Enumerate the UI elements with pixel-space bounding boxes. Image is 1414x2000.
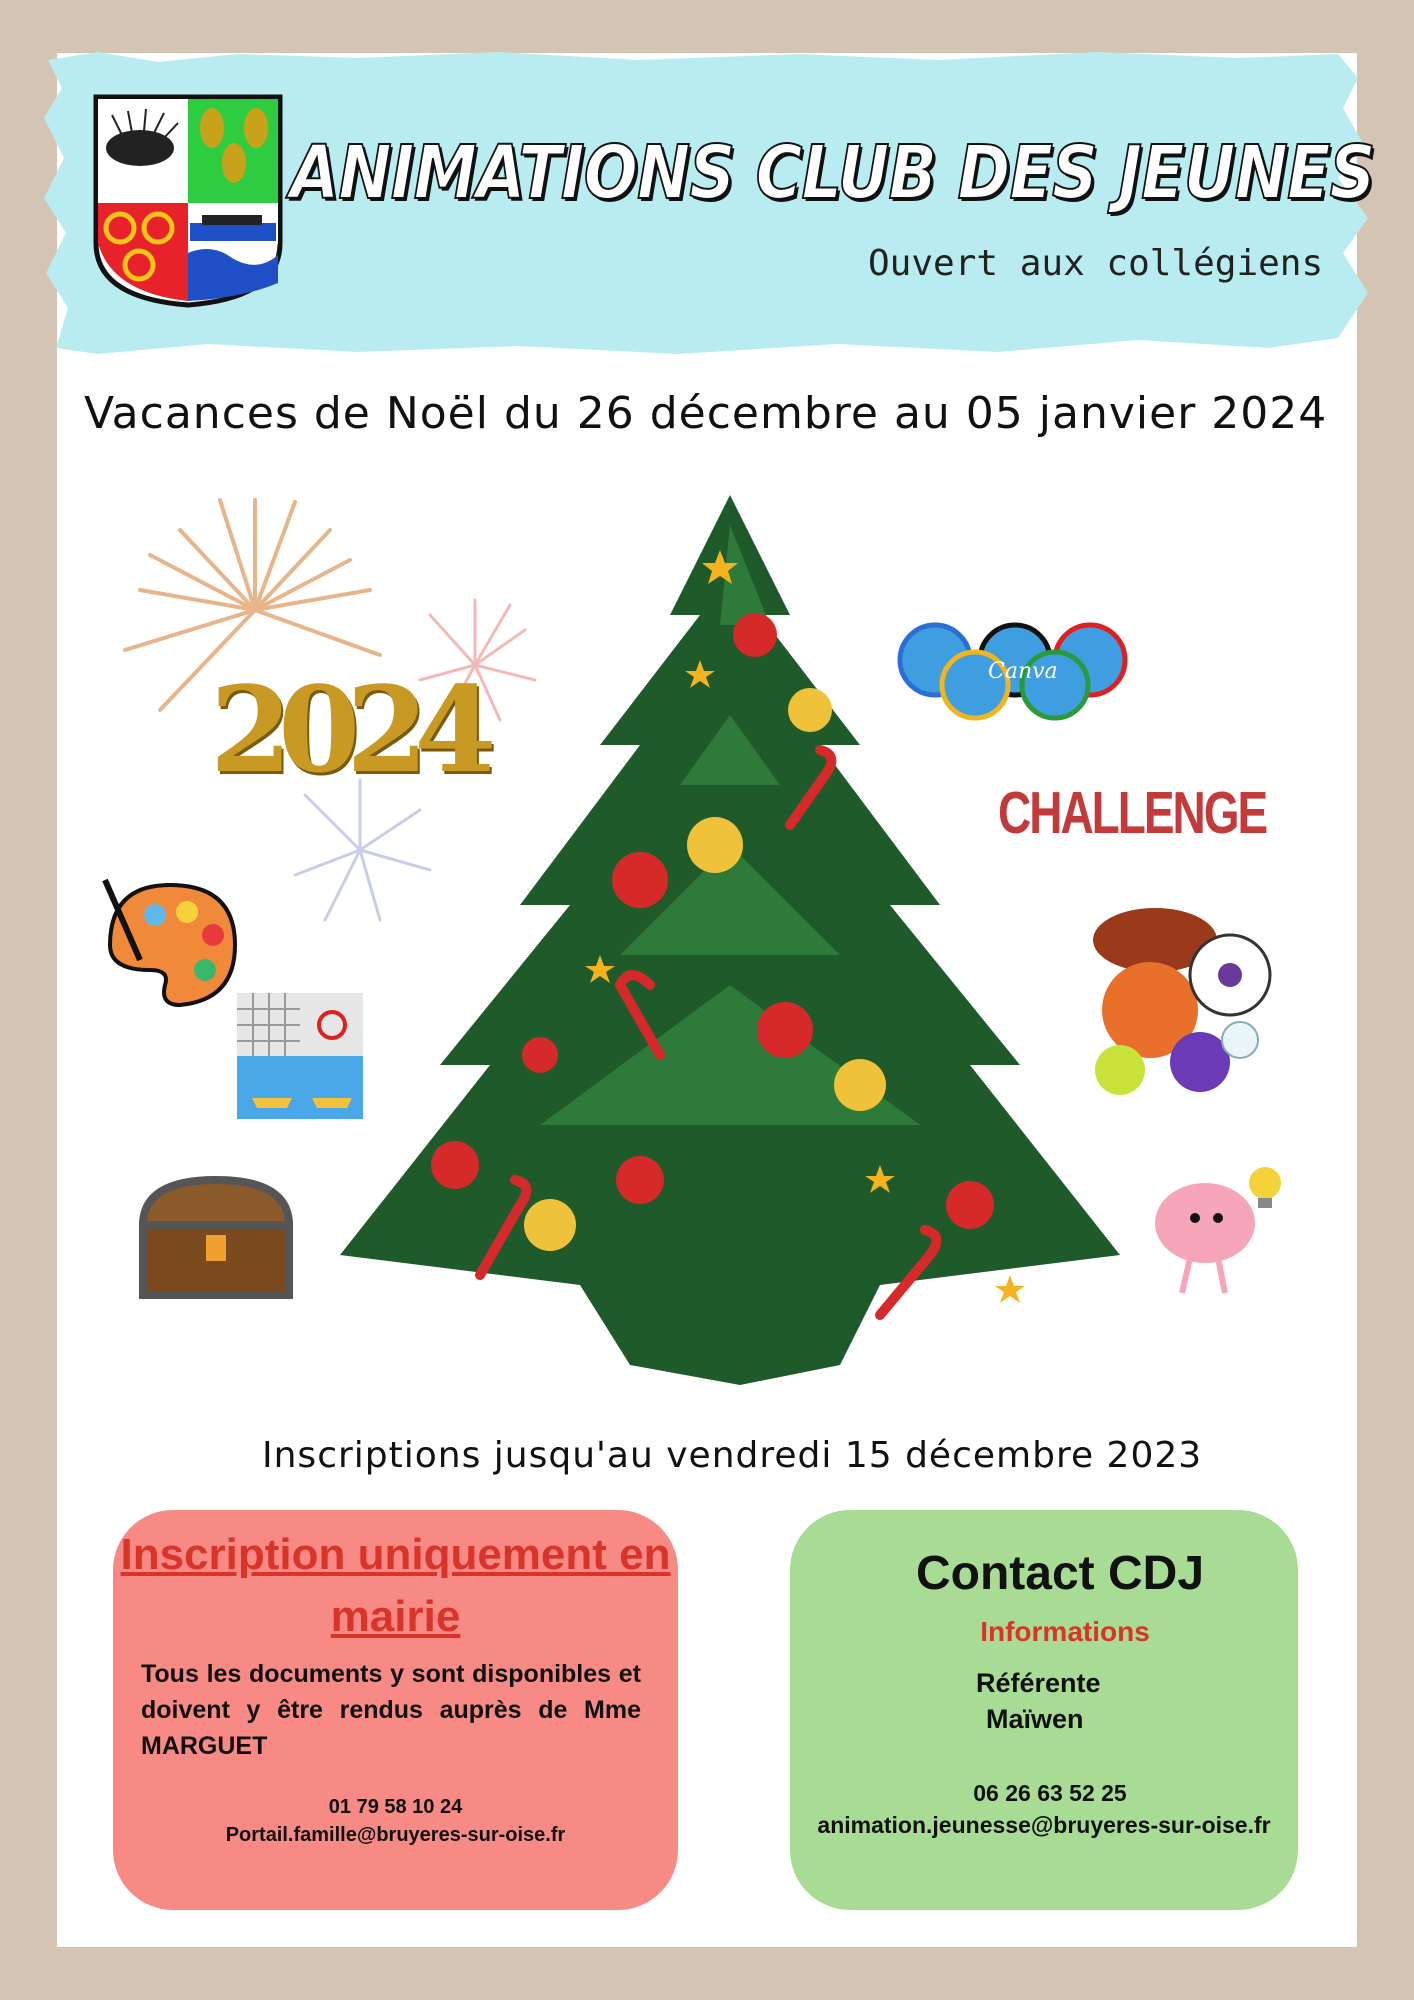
brain-idea-icon [1150, 1158, 1300, 1303]
contact-referent-label: Référente [976, 1668, 1101, 1698]
registration-card [113, 1510, 678, 1910]
contact-referent-name: Maïwen [986, 1704, 1084, 1734]
paint-palette-icon [95, 870, 245, 1020]
year-2024-badge: 2024 [210, 660, 483, 799]
contact-card [790, 1510, 1298, 1910]
canva-watermark: Canva [988, 659, 1058, 684]
registration-email: Portail.famille@bruyeres-sur-oise.fr [225, 1824, 566, 1846]
contact-email: animation.jeunesse@bruyeres-sur-oise.fr [817, 1812, 1271, 1838]
town-coat-of-arms [92, 93, 284, 308]
challenge-logo: CHALLENGE [998, 778, 1267, 846]
sports-balls-icon [1090, 900, 1280, 1100]
treasure-chest-icon [133, 1175, 299, 1300]
registration-phone: 01 79 58 10 24 [328, 1796, 463, 1818]
contact-phone: 06 26 63 52 25 [973, 1780, 1127, 1806]
page-title: ANIMATIONS CLUB DES JEUNES [290, 130, 1375, 216]
contact-title: Contact CDJ [915, 1547, 1205, 1600]
registration-title: Inscription uniquement en mairie [120, 1530, 671, 1641]
battleship-game-icon [237, 993, 363, 1119]
page-subtitle: Ouvert aux collégiens [868, 243, 1324, 284]
contact-info-label: Informations [980, 1616, 1150, 1647]
event-dates: Vacances de Noël du 26 décembre au 05 janvier 2024 [84, 388, 1328, 439]
olympic-rings-icon [890, 615, 1140, 725]
registration-deadline: Inscriptions jusqu'au vendredi 15 décembre 2023 [262, 1435, 1203, 1476]
registration-body: Tous les documents y sont disponibles et doivent y être rendus auprès de Mme MARGUET [141, 1660, 641, 1760]
